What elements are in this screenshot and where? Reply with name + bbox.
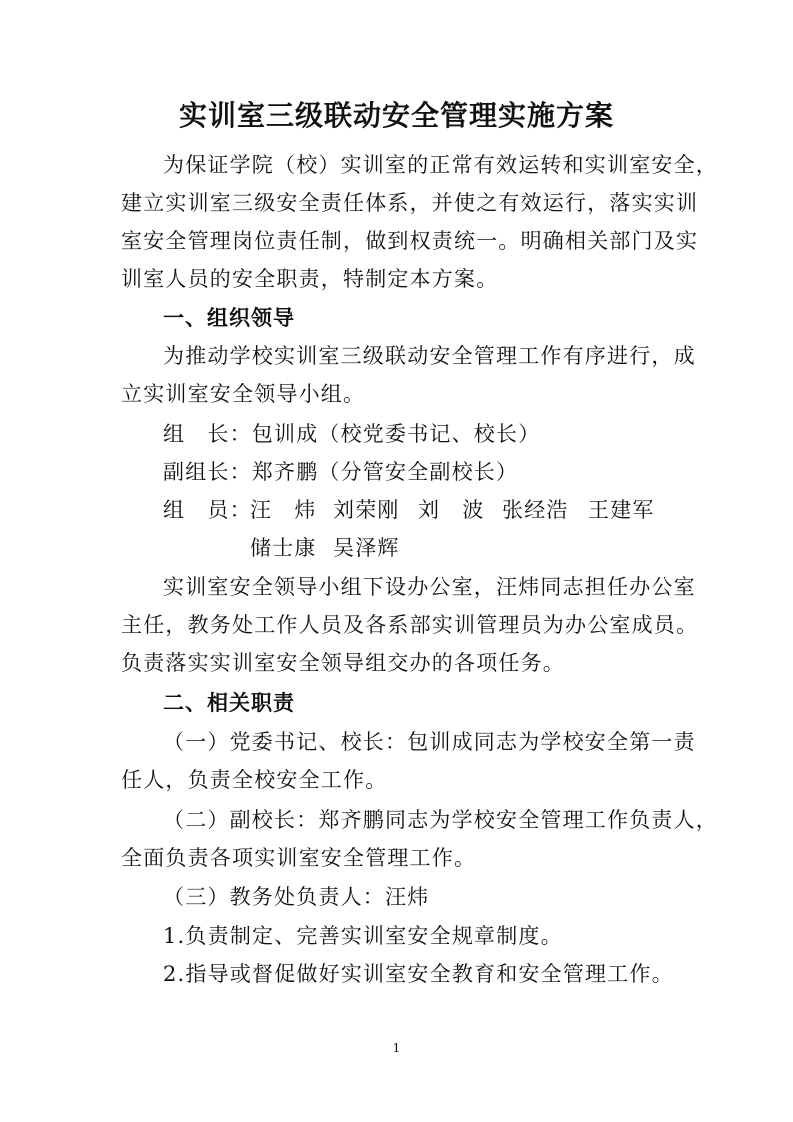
office-line-1: 实训室安全领导小组下设办公室，汪炜同志担任办公室 xyxy=(163,575,696,599)
item1-line-1: （一）党委书记、校长：包训成同志为学校安全第一责 xyxy=(163,730,696,754)
members-label: 组 员： xyxy=(163,498,252,522)
member-name: 张经浩 xyxy=(502,498,569,522)
member-name: 刘荣刚 xyxy=(333,498,400,522)
member-name: 王建军 xyxy=(588,498,655,522)
member-name: 储士康 xyxy=(250,536,317,560)
item3-line: （三）教务处负责人：汪炜 xyxy=(163,885,430,909)
item2-line-2: 全面负责各项实训室安全管理工作。 xyxy=(121,846,477,870)
member-name: 吴泽辉 xyxy=(333,536,400,560)
deputy-leader-line: 副组长：郑齐鹏（分管安全副校长） xyxy=(163,460,519,484)
intro-line-4: 训室人员的安全职责，特制定本方案。 xyxy=(121,267,499,291)
intro-line-3: 室安全管理岗位责任制，做到权责统一。明确相关部门及实 xyxy=(121,229,699,253)
section-heading-organization: 一、组织领导 xyxy=(163,306,295,330)
intro-line-2: 建立实训室三级安全责任体系，并使之有效运行，落实实训 xyxy=(121,191,699,215)
item2-line-1: （二）副校长：郑齐鹏同志为学校安全管理工作负责人， xyxy=(163,808,718,832)
section-heading-responsibilities: 二、相关职责 xyxy=(163,691,295,715)
office-line-2: 主任，教务处工作人员及各系部实训管理员为办公室成员。 xyxy=(121,613,699,637)
document-title: 实训室三级联动安全管理实施方案 xyxy=(178,99,614,132)
item1-line-2: 任人，负责全校安全工作。 xyxy=(121,768,388,792)
duty-1-line: 1.负责制定、完善实训室安全规章制度。 xyxy=(163,924,563,948)
section1-para-line-2: 立实训室安全领导小组。 xyxy=(121,382,366,406)
member-name: 刘 波 xyxy=(418,498,485,522)
intro-line-1: 为保证学院（校）实训室的正常有效运转和实训室安全， xyxy=(163,153,718,177)
office-line-3: 负责落实实训室安全领导组交办的各项任务。 xyxy=(121,651,565,675)
member-name: 汪 炜 xyxy=(250,498,317,522)
duty-2-line: 2.指导或督促做好实训室安全教育和安全管理工作。 xyxy=(163,962,674,986)
group-leader-line: 组 长：包训成（校党委书记、校长） xyxy=(163,422,541,446)
section1-para-line-1: 为推动学校实训室三级联动安全管理工作有序进行，成 xyxy=(163,344,696,368)
page-number: 1 xyxy=(392,1041,401,1055)
